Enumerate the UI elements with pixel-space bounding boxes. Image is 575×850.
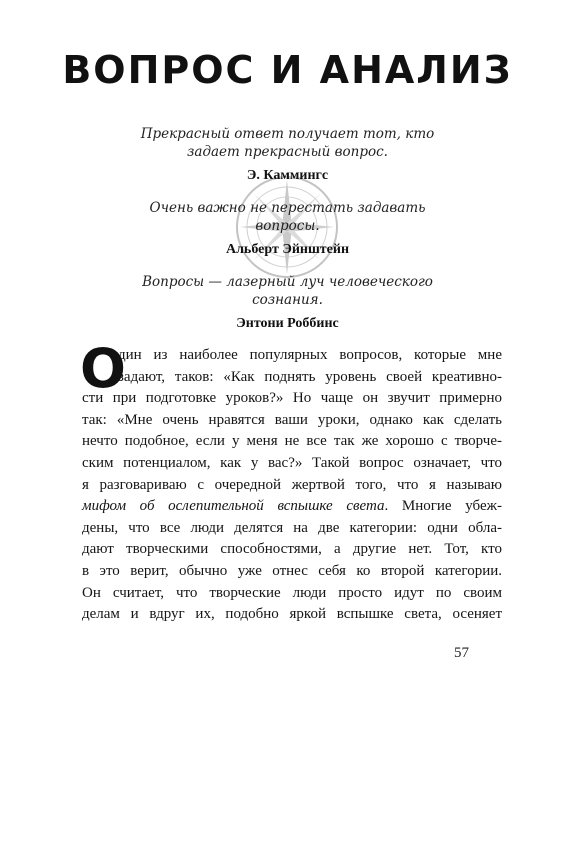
- body-line: нечто подобное, если у меня не все так же хорошо с творче-: [82, 433, 502, 450]
- body-line: Он считает, что творческие люди просто идут по своим: [82, 584, 502, 601]
- epigraph-quote: Прекрасный ответ получает тот, кто задает прекрасный вопрос.: [140, 126, 435, 160]
- epigraph-quote: Вопросы — лазерный луч человеческого сознания.: [142, 274, 433, 308]
- body-line: я разговариваю с очередной жертвой того, что я называю: [82, 476, 502, 493]
- body-paragraph: [82, 345, 502, 626]
- body-line: сти при подготовке уроков?» Но чаще он звучит примерно: [82, 390, 502, 407]
- body-line-with-emphasis: мифом об ослепительной вспышке света. Многие убеж-: [82, 498, 502, 515]
- epigraph: [0, 199, 575, 259]
- chapter-title: ВОПРОС И АНАЛИЗ: [62, 48, 513, 92]
- body-line: в это верит, обычно уже отнес себя ко второй категории.: [82, 562, 502, 579]
- epigraph-author: Энтони Роббинс: [236, 316, 339, 331]
- body-line: так: «Мне очень нравятся ваши уроки, однако как сделать: [82, 411, 502, 428]
- drop-cap: О: [80, 337, 126, 400]
- body-line: задают, таков: «Как поднять уровень своей креативно-: [118, 368, 502, 385]
- epigraph-quote: Очень важно не перестать задавать вопросы.: [149, 200, 426, 234]
- epigraph: [0, 125, 575, 185]
- body-line: делам и вдруг их, подобно яркой вспышке света, осеняет: [82, 606, 502, 623]
- epigraphs: [0, 125, 575, 347]
- body-line: дают творческими способностями, а другие нет. Тот, кто: [82, 541, 502, 558]
- epigraph-author: Альберт Эйнштейн: [225, 242, 350, 257]
- body-line: дин из наиболее популярных вопросов, которые мне: [118, 347, 502, 363]
- page-number: 57: [454, 645, 469, 661]
- epigraph-author: Э. Каммингс: [246, 168, 329, 183]
- body-line: ским потенциалом, как у вас?» Такой вопрос означает, что: [82, 454, 502, 471]
- body-line: дены, что все люди делятся на две категории: одни обла-: [82, 519, 502, 536]
- epigraph: [0, 273, 575, 333]
